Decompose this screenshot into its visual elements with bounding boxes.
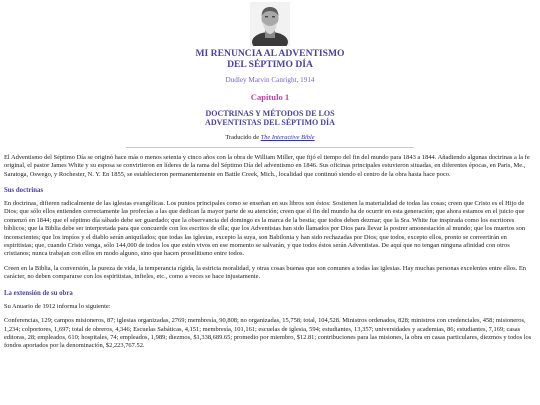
chapter-title [0,109,540,128]
statistics-paragraph: Conferencias, 129; campos misioneros, 87; iglesias organizadas, 2769; membresía, 90,808; no organizadas, 15,758; total, 104,528. Ministros ordenados, 828; ministros con credenciales, 458; misioneros, 1,234; colportores, 1,697; total de obreros, 4,346; Escuelas Sabáticas, 4,151; membresía, 101,161; escuelas de iglesia, 594; estudiantes, 13,357; universidades y academias, 86; estudiantes, 7,169; casas editoras, 28; empleados, 610; hospitales, 74; empleados, 1,989; diezmos, $1,338,689.65; promedio por miembro, $12.81; contribuciones para las misiones, la obra en casas particulares, diezmos y todos los fondos aportados por la denominación, $2,223,767.52. [4,317,532,350]
chapter-title-line-1: DOCTRINAS Y MÉTODOS DE LOS [205,109,335,118]
beliefs-paragraph: Creen en la Biblia, la conversión, la pureza de vida, la temperancia rígida, la estricta moralidad, y otras cosas buenas que son comunes a todas las iglesias. Hay muchas personas excelentes entre ellos. En carácter, no deben compararse con los espiritistas, infieles, etc., como a veces se hace injustamente. [4,264,526,281]
intro-paragraph: El Adventismo del Séptimo Día se originó hace más o menos setenta y cinco años con la obra de William Miller, que fijó el tiempo del fin del mundo para 1843 a 1844. Añadiendo algunas doctrinas a la fe original, el pastor James White y su esposa se convirtieron en líderes de la rama del Séptimo Día del adventismo en 1846. Sus oficinas principales estuvieron situadas, en diferentes épocas, en Paris, Me., Saratoga, Oswego, y Rochester, N. Y. En 1855, se establecieron permanentemente en Battle Creek, Mich., localidad que continuó siendo el centro de la obra hasta hace poco. [4,153,530,178]
title-line-1: MI RENUNCIA AL ADVENTISMO [195,48,345,59]
divider [126,147,414,148]
source-link[interactable]: The Interactive Bible [260,133,315,141]
portrait-container [0,0,540,46]
translation-label: Traducido de [225,133,260,141]
book-title [0,48,540,70]
author-portrait-icon [250,2,290,46]
yearbook-paragraph: Su Anuario de 1912 informa lo siguiente: [4,302,111,310]
chapter-heading: Capitulo 1 [250,92,290,102]
document-body [0,154,540,351]
section-heading-doctrines: Sus doctrinas [4,187,44,195]
doctrines-paragraph: En doctrinas, difieren radicalmente de las iglesias evangélicas. Los puntos principales como se enseñan en sus libros son éstos: Sostienen la materialidad de todas las cosas; creen que Cristo es el Hijo de Dios; que sólo ellos entienden correctamente las profecías a las que dedican la mayor parte de su atención; creen que el fin del mundo ha de ocurrir en esta generación; que ahora estamos en el juicio que comenzó en 1844; que el séptimo día sábado debe ser guardado; que la observancia del domingo es la marca de la bestia; que todos deben dezmar; que la Sra. White fue inspirada como los escritores bíblicos; que la Biblia debe ser interpretada para que concuerde con los escritos de ella; que los Adventistas han sido llamados por Dios para llevar la postrer amonestación al mundo; que los muertos son inconscientes; que los impíos y el diablo serán aniquilados; que todas las iglesias, excepto la suya, son Babilonia y han sido rechazadas por Dios; que todos, excepto ellos, pronto se convertirán en espiritistas; que, cuando Cristo venga, sólo 144,000 de todos los que estén vivos en ese momento se salvarán, y que todos éstos serán Adventistas. De aquí que no tengan ninguna afinidad con otros cristianos; nunca trabajan con ellos en modo alguno, sino que hacen proselitismo entre todos. [4,200,526,258]
translation-credit [0,134,540,141]
author-line: Dudley Marvin Canright, 1914 [225,76,315,84]
section-heading-extent: La extensión de su obra [4,289,73,297]
chapter-title-line-2: ADVENTISTAS DEL SÉPTIMO DÍA [205,118,335,128]
title-line-2: DEL SÉPTIMO DÍA [227,59,313,70]
